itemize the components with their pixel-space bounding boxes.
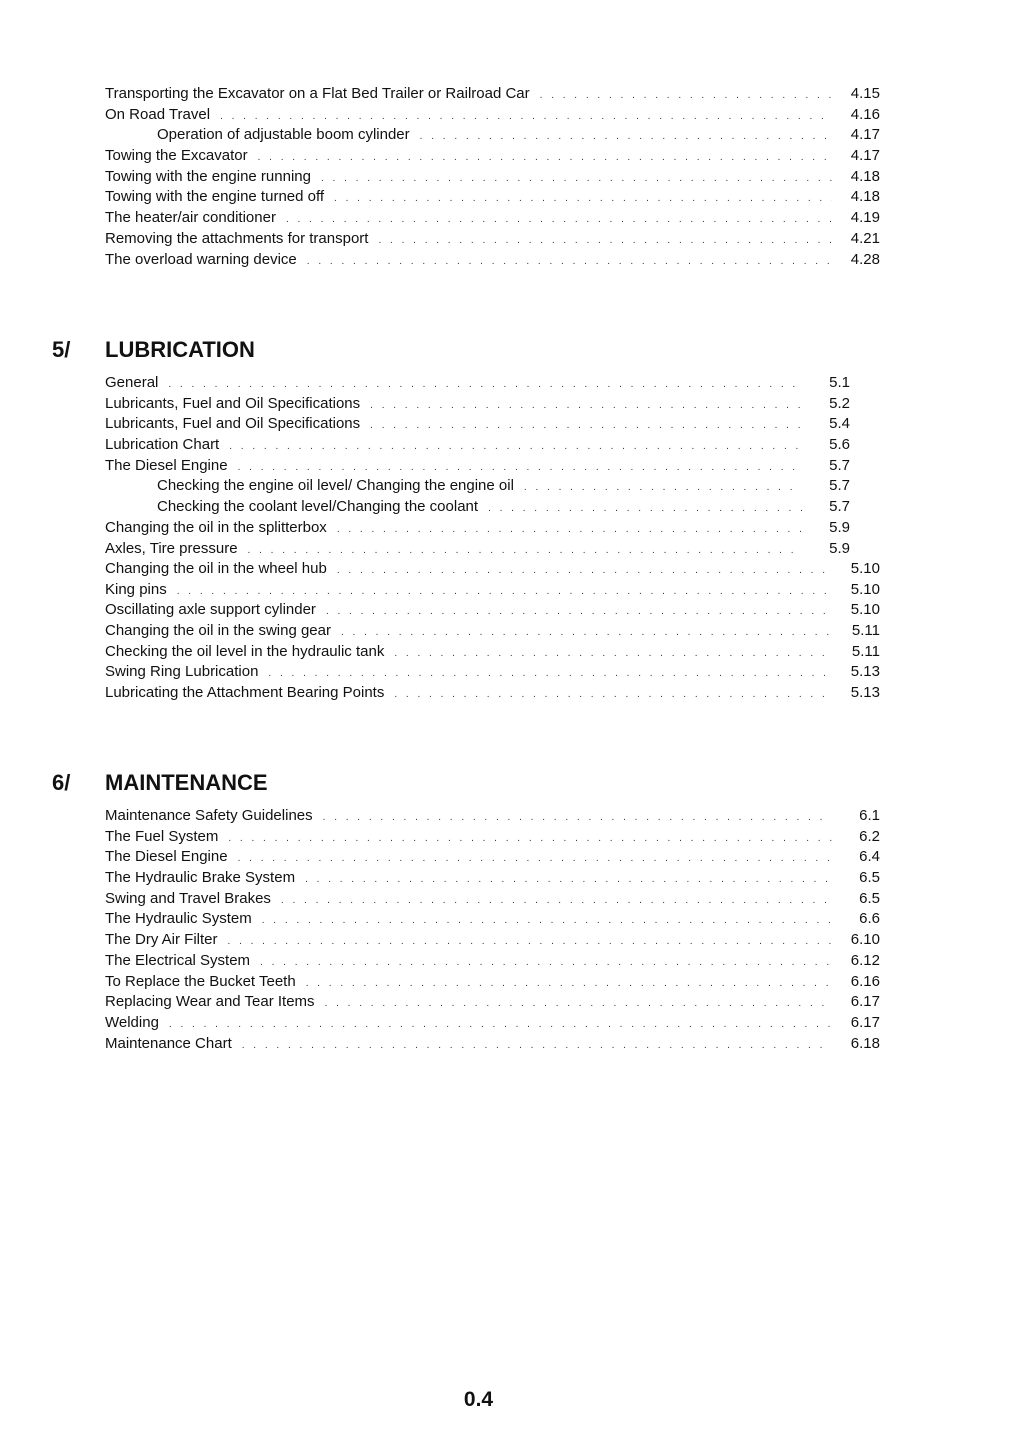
section-title: MAINTENANCE <box>105 770 268 795</box>
dot-leader <box>281 891 832 912</box>
dot-leader <box>262 911 832 932</box>
toc-subentry[interactable] <box>105 497 850 518</box>
toc-entry[interactable] <box>105 250 880 271</box>
toc-entry-page: 4.18 <box>850 188 880 206</box>
toc-entry[interactable] <box>105 580 880 601</box>
toc-entry-label: Towing with the engine running <box>105 167 311 185</box>
toc-entry[interactable] <box>105 600 880 621</box>
toc-entry[interactable] <box>105 1013 880 1034</box>
toc-entry-page: 4.15 <box>850 85 880 102</box>
page-number: 0.4 <box>463 1388 494 1411</box>
toc-entry[interactable] <box>105 105 880 126</box>
dot-leader <box>169 1015 832 1036</box>
toc-entry[interactable] <box>105 84 880 105</box>
toc-entry[interactable] <box>105 972 880 993</box>
toc-entry-label: Lubricants, Fuel and Oil Specifications <box>105 415 361 433</box>
toc-entry[interactable] <box>105 992 880 1013</box>
dot-leader <box>321 169 832 190</box>
toc-entry[interactable] <box>105 373 850 394</box>
toc-entry[interactable] <box>105 435 850 456</box>
toc-entry-page: 6.6 <box>859 910 880 928</box>
dot-leader <box>370 416 802 437</box>
toc-entry-page: 6.1 <box>859 807 880 824</box>
toc-entry[interactable] <box>105 167 880 188</box>
toc-entry[interactable] <box>105 930 880 951</box>
toc-entry-label: Welding <box>105 1013 159 1031</box>
toc-entry-page: 5.10 <box>850 580 880 598</box>
toc-entry-page: 5.13 <box>850 684 880 702</box>
toc-section-6-entries <box>105 806 880 1054</box>
dot-leader <box>306 974 832 995</box>
section-number: 6/ <box>52 770 71 795</box>
toc-entry[interactable] <box>105 827 880 848</box>
toc-entry-page: 6.4 <box>859 848 880 866</box>
dot-leader <box>524 478 802 499</box>
toc-entry-page: 6.16 <box>850 972 880 990</box>
toc-entry[interactable] <box>105 889 880 910</box>
toc-entry-label: On Road Travel <box>105 105 211 123</box>
dot-leader <box>220 107 832 128</box>
toc-entry[interactable] <box>105 414 850 435</box>
toc-entry-page: 6.12 <box>850 951 880 969</box>
dot-leader <box>168 375 802 396</box>
toc-entry-page: 5.10 <box>850 601 880 619</box>
toc-entry[interactable] <box>105 229 880 250</box>
toc-entry-label: The Diesel Engine <box>105 848 228 866</box>
dot-leader <box>394 685 832 706</box>
toc-section-4-entries <box>105 84 880 270</box>
dot-leader <box>305 870 832 891</box>
toc-entry[interactable] <box>105 662 880 683</box>
toc-subentry[interactable] <box>105 476 850 497</box>
dot-leader <box>177 582 832 603</box>
dot-leader <box>228 829 832 850</box>
toc-entry-label: Removing the attachments for transport <box>105 229 369 247</box>
toc-entry-label: The heater/air conditioner <box>105 209 276 227</box>
toc-entry-label: Replacing Wear and Tear Items <box>105 993 315 1011</box>
dot-leader <box>337 520 802 541</box>
section-number: 5/ <box>52 337 71 362</box>
toc-entry[interactable] <box>105 806 880 827</box>
section-title: LUBRICATION <box>105 337 255 362</box>
dot-leader <box>378 231 832 252</box>
toc-entry[interactable] <box>105 394 850 415</box>
dot-leader <box>238 458 802 479</box>
dot-leader <box>307 252 832 273</box>
toc-entry-label: Swing Ring Lubrication <box>105 663 259 681</box>
toc-entry[interactable] <box>105 187 880 208</box>
section-heading-lubrication[interactable] <box>52 337 255 363</box>
dot-leader <box>242 1036 832 1057</box>
toc-entry-label: Lubrication Chart <box>105 436 220 454</box>
toc-entry-page: 5.13 <box>850 663 880 681</box>
toc-entry-page: 4.18 <box>850 167 880 185</box>
toc-entry-label: King pins <box>105 580 167 598</box>
toc-entry-label: Swing and Travel Brakes <box>105 889 271 907</box>
toc-entry-label: The Hydraulic System <box>105 910 252 928</box>
toc-entry-page: 6.18 <box>850 1034 880 1052</box>
dot-leader <box>326 602 832 623</box>
toc-entry-page: 5.2 <box>829 394 850 412</box>
toc-entry-label: Lubricants, Fuel and Oil Specifications <box>105 394 361 412</box>
toc-entry-page: 5.10 <box>850 560 880 577</box>
toc-entry-page: 5.7 <box>829 456 850 474</box>
toc-entry-label: Maintenance Chart <box>105 1034 232 1052</box>
toc-entry-label: Checking the coolant level/Changing the coolant <box>157 498 479 516</box>
toc-entry-label: To Replace the Bucket Teeth <box>105 972 296 990</box>
toc-entry-label: Towing with the engine turned off <box>105 188 325 206</box>
toc-entry-label: Operation of adjustable boom cylinder <box>157 126 410 144</box>
toc-entry-page: 5.1 <box>829 374 850 391</box>
dot-leader <box>229 437 802 458</box>
toc-entry-page: 6.17 <box>850 1013 880 1031</box>
toc-entry[interactable] <box>105 683 880 704</box>
toc-entry-label: General <box>105 374 159 391</box>
toc-entry-page: 5.7 <box>829 477 850 495</box>
toc-entry-label: Transporting the Excavator on a Flat Bed Trailer or Railroad Car <box>105 85 530 102</box>
toc-subentry[interactable] <box>105 125 880 146</box>
toc-entry[interactable] <box>105 909 880 930</box>
dot-leader <box>394 644 832 665</box>
dot-leader <box>540 86 832 107</box>
toc-entry-page: 4.28 <box>850 250 880 268</box>
toc-entry-label: The Fuel System <box>105 827 219 845</box>
dot-leader <box>337 561 832 582</box>
toc-entry-page: 6.10 <box>850 931 880 949</box>
toc-entry-page: 5.11 <box>851 622 880 640</box>
toc-entry-page: 6.17 <box>850 993 880 1011</box>
toc-entry-label: The overload warning device <box>105 250 297 268</box>
section-heading-maintenance[interactable] <box>52 770 268 796</box>
dot-leader <box>488 499 802 520</box>
dot-leader <box>323 808 832 829</box>
toc-entry-page: 5.9 <box>829 539 850 557</box>
toc-entry-page: 5.6 <box>829 436 850 454</box>
dot-leader <box>325 994 832 1015</box>
toc-entry-label: Oscillating axle support cylinder <box>105 601 316 619</box>
toc-entry-page: 5.7 <box>829 498 850 516</box>
toc-entry[interactable] <box>105 539 850 560</box>
dot-leader <box>258 148 832 169</box>
toc-section-5-entries <box>105 373 850 559</box>
dot-leader <box>238 849 832 870</box>
toc-entry-label: The Diesel Engine <box>105 456 228 474</box>
toc-entry-label: Checking the oil level in the hydraulic tank <box>105 642 385 660</box>
toc-entry[interactable] <box>105 1034 880 1055</box>
toc-entry-page: 4.17 <box>850 126 880 144</box>
dot-leader <box>268 664 832 685</box>
toc-entry-label: Checking the engine oil level/ Changing the engine oil <box>157 477 514 495</box>
toc-entry-label: Towing the Excavator <box>105 147 248 165</box>
toc-entry[interactable] <box>105 642 880 663</box>
toc-entry[interactable] <box>105 621 880 642</box>
toc-entry-label: Changing the oil in the splitterbox <box>105 518 327 536</box>
dot-leader <box>341 623 832 644</box>
toc-entry[interactable] <box>105 847 880 868</box>
toc-entry[interactable] <box>105 868 880 889</box>
toc-entry-page: 6.2 <box>859 827 880 845</box>
dot-leader <box>334 189 832 210</box>
dot-leader <box>228 932 832 953</box>
toc-entry[interactable] <box>105 559 880 580</box>
toc-entry-page: 4.17 <box>850 147 880 165</box>
dot-leader <box>286 210 832 231</box>
toc-entry-page: 4.21 <box>850 229 880 247</box>
toc-entry-label: Changing the oil in the wheel hub <box>105 560 327 577</box>
toc-entry-page: 5.9 <box>829 518 850 536</box>
toc-entry-page: 6.5 <box>859 869 880 887</box>
toc-entry-label: The Hydraulic Brake System <box>105 869 296 887</box>
toc-entry-label: Lubricating the Attachment Bearing Points <box>105 684 385 702</box>
toc-entry-label: The Electrical System <box>105 951 251 969</box>
dot-leader <box>420 127 832 148</box>
toc-entry-page: 4.16 <box>850 105 880 123</box>
toc-entry-page: 5.4 <box>829 415 850 433</box>
dot-leader <box>260 953 832 974</box>
toc-entry-label: Axles, Tire pressure <box>105 539 238 557</box>
toc-entry[interactable] <box>105 518 850 539</box>
toc-entry[interactable] <box>105 208 880 229</box>
toc-entry-page: 5.11 <box>851 642 880 660</box>
toc-entry-label: The Dry Air Filter <box>105 931 218 949</box>
toc-entry[interactable] <box>105 951 880 972</box>
toc-entry-page: 4.19 <box>850 209 880 227</box>
toc-entry-label: Changing the oil in the swing gear <box>105 622 331 640</box>
toc-entry[interactable] <box>105 456 850 477</box>
toc-entry-page: 6.5 <box>859 889 880 907</box>
toc-entry-label: Maintenance Safety Guidelines <box>105 807 313 824</box>
toc-section-5-entries-continued <box>105 559 880 704</box>
dot-leader <box>370 396 802 417</box>
toc-entry[interactable] <box>105 146 880 167</box>
